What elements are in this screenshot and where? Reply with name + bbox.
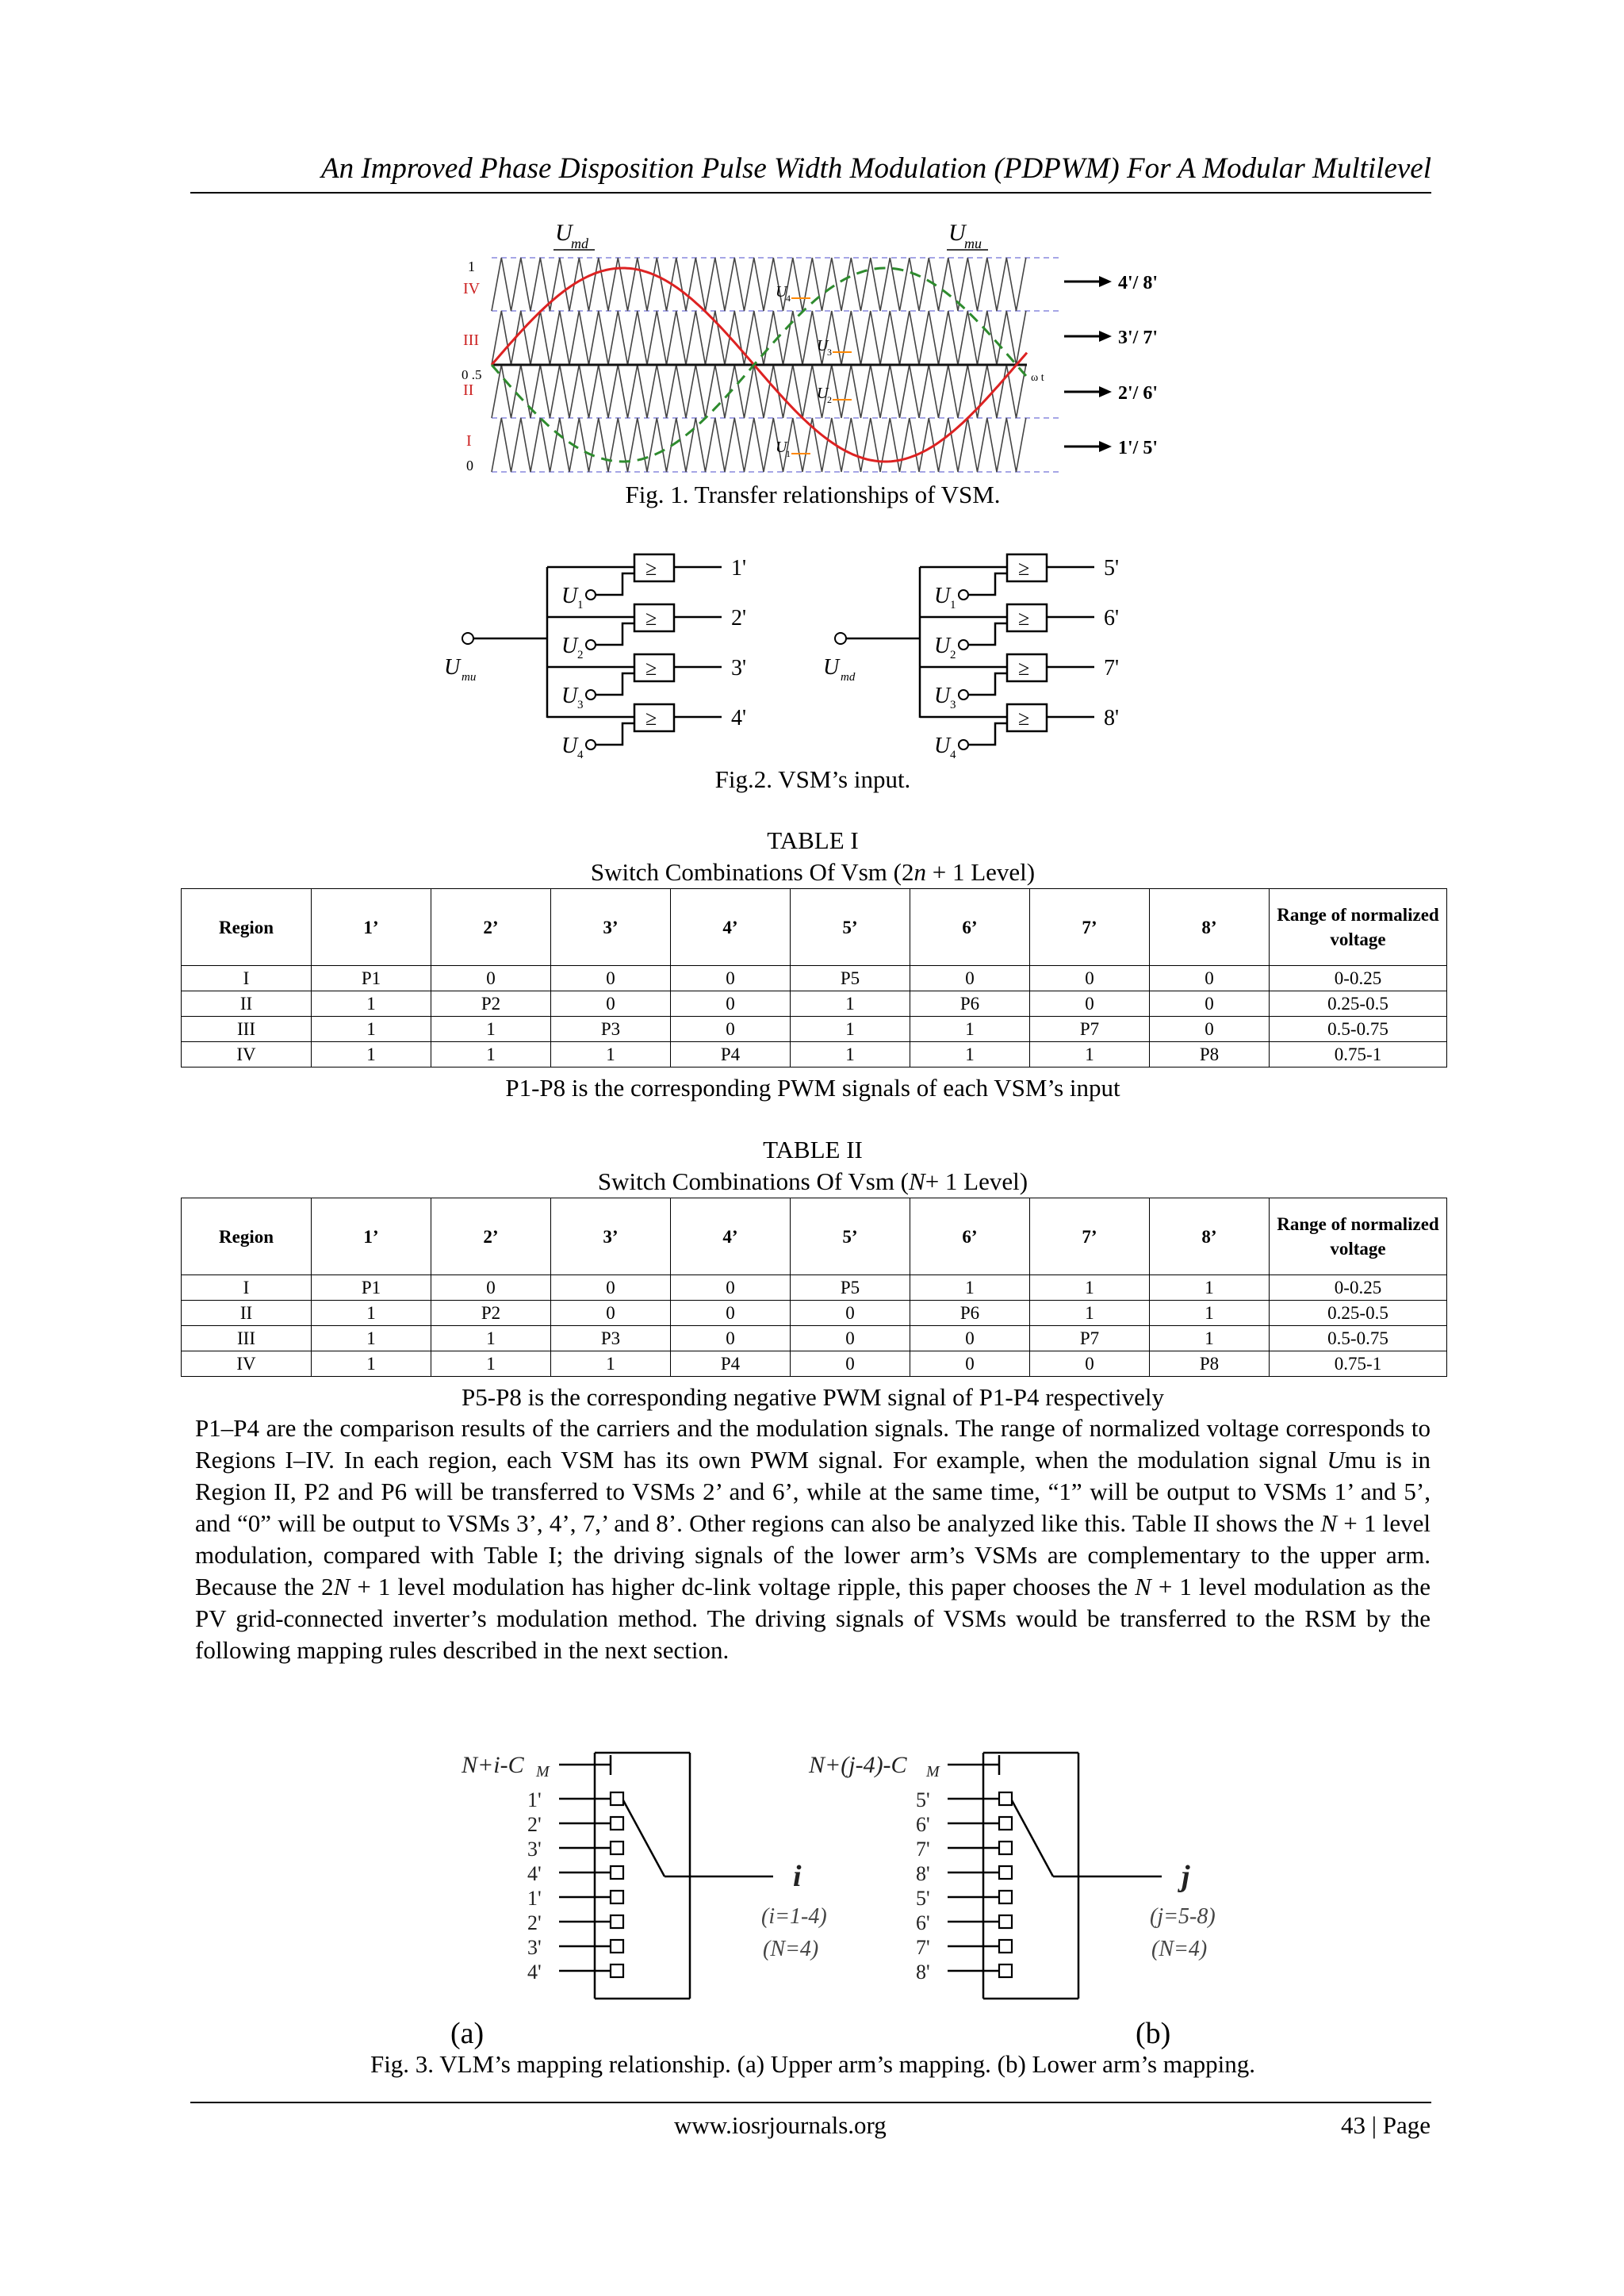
header-rule [190,192,1431,194]
table-cell: P7 [1030,1017,1150,1042]
table-cell: 1 [1030,1301,1150,1326]
header-vsm-7: 7’ [1030,889,1150,966]
table-cell: P5 [791,966,910,991]
svg-text:md: md [571,236,588,251]
upper-arm-mapping [461,1752,827,1999]
region-label-i: I [466,432,472,450]
table-row [182,991,1447,1017]
input-label: 3' [527,1936,542,1959]
svg-text:U: U [776,439,787,456]
table-cell: 0 [671,991,791,1017]
ref-terminal [959,740,968,749]
table-cell: 0 [551,1275,671,1301]
table-cell: 0 [671,1275,791,1301]
input-label: 1' [527,1788,542,1811]
ref-label-sub: 1 [577,599,584,611]
vsm-input-right [823,554,1119,761]
table-cell: 0 [910,966,1030,991]
input-contact [611,1940,623,1953]
output-label: 3' [731,656,747,680]
table-2 [181,1198,1447,1377]
table-row [182,1301,1447,1326]
svg-text:2'/ 6': 2'/ 6' [1118,383,1159,404]
region-label-iii: III [463,332,479,349]
n-label: (N=4) [1151,1937,1208,1961]
axis-label-0: 0 [466,458,473,473]
table-cell: I [182,966,312,991]
table-cell: I [182,1275,312,1301]
ref-label: U [561,634,578,658]
ref-wire [596,723,634,745]
ref-label-sub: 3 [950,699,956,711]
table-row [182,966,1447,991]
footer-page-number: 43 | Page [1341,2111,1431,2139]
input-label: U [444,655,461,680]
n-label: (N=4) [763,1937,819,1961]
input-contact [999,1792,1012,1805]
table-cell: 0 [1030,991,1150,1017]
table-cell: 0 [551,1301,671,1326]
input-contact [999,1940,1012,1953]
header-vsm-6: 6’ [910,889,1030,966]
table-cell: 0 [791,1351,910,1377]
table-cell: 0-0.25 [1270,1275,1447,1301]
figure-3-mapping [381,1729,1285,2062]
header-vsm-5: 5’ [791,889,910,966]
input-terminal [835,633,846,644]
table-cell: 0 [1030,1351,1150,1377]
table-cell: P2 [431,1301,551,1326]
table-cell: 1 [910,1042,1030,1068]
input-terminal [462,633,473,644]
svg-text:1: 1 [786,448,791,459]
table-cell: 1 [312,991,431,1017]
svg-text:3: 3 [827,347,832,358]
table-2-subtitle: Switch Combinations Of Vsm (N+ 1 Level) [597,1167,1028,1195]
ref-wire [968,673,1007,695]
output-label: 4' [731,706,747,730]
header-range: Range of normalized voltage [1270,889,1447,966]
svg-text:4: 4 [786,293,791,304]
input-label: 5' [916,1887,930,1910]
table-cell: P7 [1030,1326,1150,1351]
ref-wire [968,623,1007,645]
table-cell: 1 [551,1042,671,1068]
svg-text:2: 2 [827,394,832,405]
input-label-sub: mu [462,671,477,684]
table-cell: P1 [312,1275,431,1301]
table-cell: P3 [551,1017,671,1042]
svg-text:U: U [948,220,966,246]
header-vsm-7: 7’ [1030,1198,1150,1275]
table-cell: 1 [431,1042,551,1068]
output-range: (j=5-8) [1150,1904,1216,1929]
output-label: 6' [1104,606,1120,631]
input-contact [611,1866,623,1879]
figure-3-caption: Fig. 3. VLM’s mapping relationship. (a) Upper arm’s mapping. (b) Lower arm’s mapping. [370,2050,1256,2078]
table-cell: II [182,991,312,1017]
input-label: 3' [527,1838,542,1861]
select-label: N+(j-4)-C [809,1752,907,1778]
table-cell: 0 [551,966,671,991]
select-label-sub: M [536,1763,550,1780]
ref-label-sub: 4 [950,749,956,761]
table-row [182,1042,1447,1068]
table-cell: P6 [910,1301,1030,1326]
table-cell: 0 [671,966,791,991]
ref-label: U [934,634,951,658]
table-cell: 0.75-1 [1270,1042,1447,1068]
header-vsm-4: 4’ [671,889,791,966]
header-vsm-1: 1’ [312,889,431,966]
input-label: 7' [916,1838,930,1861]
table-cell: P4 [671,1042,791,1068]
ref-label: U [934,684,951,708]
input-contact [999,1842,1012,1854]
footer-rule [190,2102,1431,2103]
table-1 [181,888,1447,1068]
table-cell: 1 [1030,1275,1150,1301]
ref-label-sub: 2 [577,649,584,661]
table-cell: 1 [1150,1301,1270,1326]
table-cell: III [182,1326,312,1351]
axis-label-half: 0 .5 [462,367,482,382]
table-1-title: TABLE I [767,826,859,854]
table-row [182,1326,1447,1351]
ref-terminal [586,740,596,749]
table-1-note: P1-P8 is the corresponding PWM signals of each VSM’s input [505,1074,1120,1102]
table-cell: 0.25-0.5 [1270,991,1447,1017]
figure-1-caption: Fig. 1. Transfer relationships of VSM. [625,481,1001,508]
omega-t-label: ω t [1031,372,1044,384]
svg-text:4'/ 8': 4'/ 8' [1118,273,1159,293]
comparator-symbol: ≥ [1018,657,1030,680]
output-range: (i=1-4) [761,1904,827,1929]
table-1-subtitle: Switch Combinations Of Vsm (2n + 1 Level) [590,858,1036,886]
table-cell: 1 [431,1017,551,1042]
ref-terminal [586,690,596,700]
input-label: 1' [527,1887,542,1910]
table-cell: 0 [910,1326,1030,1351]
comparator-symbol: ≥ [1018,607,1030,630]
table-cell: 1 [1030,1042,1150,1068]
table-cell: 0.25-0.5 [1270,1301,1447,1326]
table-cell: 1 [312,1326,431,1351]
figure-2-vsm-input [444,547,1205,761]
table-cell: P6 [910,991,1030,1017]
header-vsm-8: 8’ [1150,889,1270,966]
table-cell: P5 [791,1275,910,1301]
table-cell: III [182,1017,312,1042]
input-label: 6' [916,1813,930,1836]
output-label: 2' [731,606,747,631]
input-label: 5' [916,1788,930,1811]
input-label: U [823,655,840,680]
output-arrow-1-5 [1064,438,1158,458]
panel-label-a: (a) [450,2017,485,2050]
table-cell: P8 [1150,1351,1270,1377]
output-label: 8' [1104,706,1120,730]
input-contact [999,1817,1012,1830]
svg-text:U: U [776,283,787,301]
svg-text:U: U [817,385,829,402]
header-vsm-8: 8’ [1150,1198,1270,1275]
input-contact [611,1842,623,1854]
input-contact [999,1915,1012,1928]
table-cell: P4 [671,1351,791,1377]
input-label: 7' [916,1936,930,1959]
ref-terminal [959,590,968,600]
table-cell: P2 [431,991,551,1017]
input-label: 4' [527,1862,542,1885]
table-row [182,1275,1447,1301]
select-label-sub: M [926,1763,940,1780]
table-2-note: P5-P8 is the corresponding negative PWM signal of P1-P4 respectively [462,1383,1164,1411]
table-cell: 0 [1150,966,1270,991]
axis-label-1: 1 [468,259,475,274]
table-cell: 0 [671,1301,791,1326]
comparator-symbol: ≥ [1018,557,1030,580]
switch-arm [1012,1800,1053,1876]
svg-text:1'/ 5': 1'/ 5' [1118,438,1159,458]
ref-label: U [934,734,951,758]
header-vsm-6: 6’ [910,1198,1030,1275]
output-label: 5' [1104,556,1120,581]
input-contact [611,1891,623,1903]
svg-text:3'/ 7': 3'/ 7' [1118,328,1159,348]
table-cell: 1 [1150,1275,1270,1301]
comparator-symbol: ≥ [645,657,657,680]
table-cell: 0 [910,1351,1030,1377]
input-contact [999,1866,1012,1879]
table-cell: 1 [791,991,910,1017]
select-label: N+i-C [462,1752,524,1778]
ref-label: U [561,734,578,758]
input-label: 4' [527,1961,542,1984]
table-2-title: TABLE II [763,1136,863,1163]
comparator-symbol: ≥ [1018,707,1030,730]
table-cell: 0.75-1 [1270,1351,1447,1377]
input-label: 8' [916,1862,930,1885]
table-cell: 1 [910,1017,1030,1042]
table-cell: 1 [791,1042,910,1068]
header-vsm-2: 2’ [431,1198,551,1275]
table-header-row [182,889,1447,966]
input-label: 2' [527,1813,542,1836]
ref-label-sub: 1 [950,599,956,611]
output-label: i [793,1860,802,1893]
table-cell: 0 [551,991,671,1017]
header-range: Range of normalized voltage [1270,1198,1447,1275]
table-cell: 0 [671,1326,791,1351]
table-cell: 1 [312,1042,431,1068]
table-cell: 0 [671,1017,791,1042]
input-label-sub: md [841,671,856,684]
header-vsm-4: 4’ [671,1198,791,1275]
ref-wire [596,573,634,595]
umd-label [553,220,595,251]
table-cell: 0 [1030,966,1150,991]
table-cell: 1 [312,1017,431,1042]
vsm-input-left [444,554,746,761]
ref-label: U [934,584,951,608]
ref-terminal [959,690,968,700]
table-cell: P1 [312,966,431,991]
table-cell: 0.5-0.75 [1270,1326,1447,1351]
region-label-ii: II [463,381,474,399]
region-label-iv: IV [463,280,481,297]
table-cell: 0 [1150,991,1270,1017]
input-contact [611,1792,623,1805]
table-cell: 0 [791,1301,910,1326]
ref-label-sub: 4 [577,749,584,761]
table-header-row [182,1198,1447,1275]
table-cell: 0.5-0.75 [1270,1017,1447,1042]
comparator-symbol: ≥ [645,607,657,630]
svg-text:U: U [555,220,573,246]
switch-arm [623,1800,665,1876]
ref-wire [968,573,1007,595]
body-paragraph: P1–P4 are the comparison results of the carriers and the modulation signals. The range of normalized voltage corresponds to Regions I–IV. In each region, each VSM has its own PWM signal. For example, when the modulation signal Umu is in Region II, P2 and P6 will be transferred to VSMs 2’ and 6’, while at the same time, “1” will be output to VSMs 1’ and 5’, and “0” will be output to VSMs 3’, 4’, 7,’ and 8’. Other regions can also be analyzed like this. Table II shows the N + 1 level modulation, compared with Table I; the driving signals of the lower arm’s VSMs are complementary to the upper arm. Because the 2N + 1 level modulation has higher dc-link voltage ripple, this paper chooses the N + 1 level modulation as the PV grid-connected inverter’s modulation method. The driving signals of VSMs would be transferred to the RSM by the following mapping rules described in the next section. [195,1414,1431,1664]
output-arrow-2-6 [1064,383,1158,404]
header-vsm-5: 5’ [791,1198,910,1275]
header-vsm-2: 2’ [431,889,551,966]
table-cell: P8 [1150,1042,1270,1068]
table-cell: 0 [431,966,551,991]
ref-terminal [586,640,596,650]
table-row [182,1017,1447,1042]
input-contact [611,1817,623,1830]
output-arrow-4-8 [1064,273,1158,293]
table-cell: II [182,1301,312,1326]
table-cell: P3 [551,1326,671,1351]
table-cell: 1 [312,1351,431,1377]
input-contact [999,1964,1012,1977]
table-cell: 0 [1150,1017,1270,1042]
header-vsm-3: 3’ [551,1198,671,1275]
input-contact [999,1891,1012,1903]
figure-1-transfer-diagram [444,214,1205,484]
input-contact [611,1915,623,1928]
output-arrow-3-7 [1064,328,1158,348]
input-label: 6' [916,1911,930,1934]
ref-label: U [561,584,578,608]
output-label: 1' [731,556,747,581]
svg-text:U: U [817,337,829,355]
carrier-band-2 [492,311,1026,365]
ref-wire [596,673,634,695]
umu-label [947,220,988,251]
ref-terminal [586,590,596,600]
ref-label: U [561,684,578,708]
comparator-symbol: ≥ [645,707,657,730]
output-label: j [1182,1860,1190,1893]
running-header: An Improved Phase Disposition Pulse Width Modulation (PDPWM) For A Modular Multilevel [321,152,1431,185]
footer-url: www.iosrjournals.org [674,2111,887,2139]
carrier-band-3 [492,365,1026,418]
table-cell: 0 [431,1275,551,1301]
ref-label-sub: 2 [950,649,956,661]
table-cell: 1 [1150,1326,1270,1351]
table-cell: IV [182,1042,312,1068]
ref-wire [968,723,1007,745]
table-cell: 0-0.25 [1270,966,1447,991]
input-label: 2' [527,1911,542,1934]
ref-label-sub: 3 [577,699,584,711]
figure-2-caption: Fig.2. VSM’s input. [714,765,911,793]
table-cell: IV [182,1351,312,1377]
table-cell: 0 [791,1326,910,1351]
lower-arm-mapping [808,1752,1216,1999]
table-cell: 1 [791,1017,910,1042]
table-cell: 1 [431,1351,551,1377]
header-region: Region [182,889,312,966]
ref-wire [596,623,634,645]
header-vsm-3: 3’ [551,889,671,966]
table-cell: 1 [431,1326,551,1351]
svg-text:mu: mu [964,236,982,251]
table-cell: 1 [551,1351,671,1377]
table-cell: 1 [312,1301,431,1326]
input-contact [611,1964,623,1977]
header-vsm-1: 1’ [312,1198,431,1275]
output-label: 7' [1104,656,1120,680]
header-region: Region [182,1198,312,1275]
comparator-symbol: ≥ [645,557,657,580]
table-row [182,1351,1447,1377]
panel-label-b: (b) [1136,2017,1171,2050]
ref-terminal [959,640,968,650]
input-label: 8' [916,1961,930,1984]
table-cell: 1 [910,1275,1030,1301]
